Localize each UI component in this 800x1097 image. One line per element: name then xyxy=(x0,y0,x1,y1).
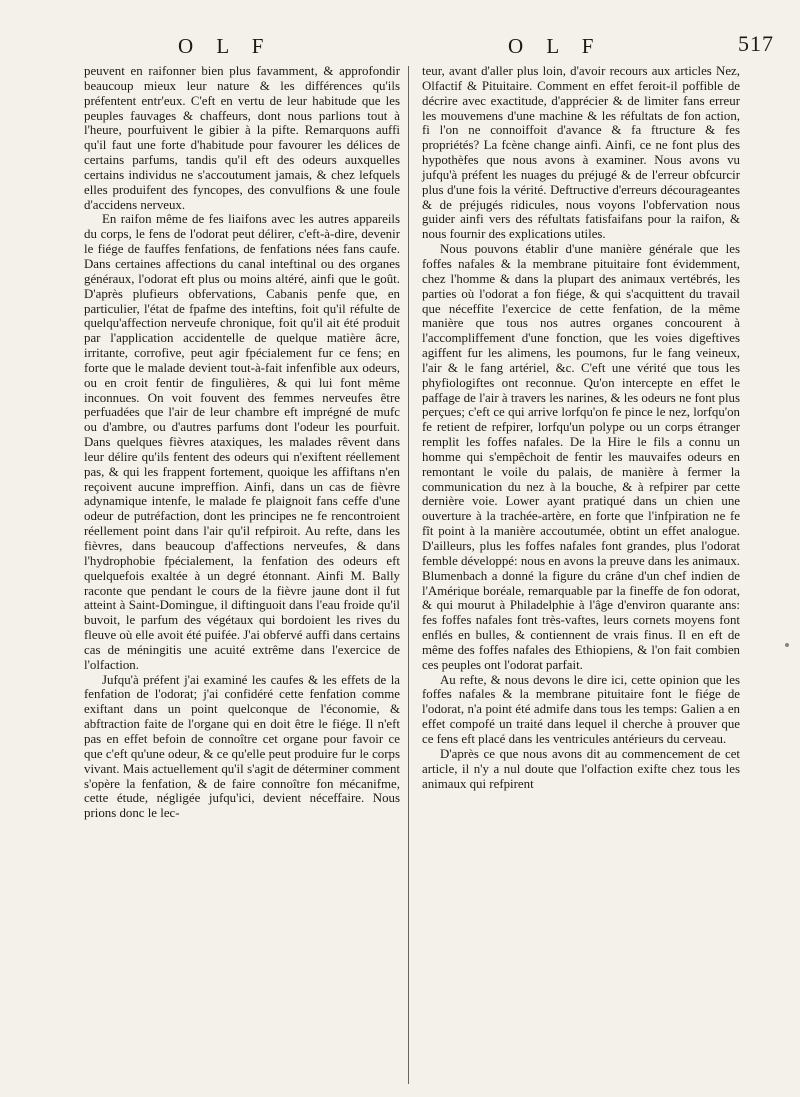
margin-mark xyxy=(785,643,789,647)
column-divider xyxy=(408,66,409,1084)
page-number: 517 xyxy=(738,31,774,56)
paragraph: peuvent en raifonner bien plus favamment, & approfondir beaucoup mieux leur nature & les différences qu'ils préfentent entr'eux. C'eft en vertu de leur habitude que les peuples fauvages & chaffeurs, dont nous parlions tout à l'heure, pourfuivent le gibier à la pifte. Remarquons auffi qu'il faut une forte d'habitude pour favourer les délices de certains parfums, tandis qu'il eft des odeurs auxquelles certains individus ne s'accoutument jamais, & chez lefquels elles produifent des fyncopes, des convulfions & une foule d'accidens nerveux. xyxy=(84,64,400,212)
paragraph: teur, avant d'aller plus loin, d'avoir recours aux articles Nez, Olfactif & Pituitaire. Comment en effet feroit-il poffible de décrire avec exactitude, d'apprécier & de limiter fans erreur les mouvemens d'une machine & les réfultats de fon action, fi l'on ne connoiffoit d'avance & fa ftructure & fes propriétés? La fcène change ainfi. Ainfi, ce ne font plus des hypothèfes que nous avons à examiner. Nous avons vu jufqu'à préfent les nuages du préjugé & de l'erreur obfcurcir plus d'une fois la vérité. Deftructive d'erreurs décourageantes & de préjugés ridicules, nous voyons l'obfervation nous guider ainfi vers des réfultats fatisfaifans pour la raifon, & nous fournir des explications utiles. xyxy=(422,64,740,242)
paragraph: En raifon même de fes liaifons avec les autres appareils du corps, le fens de l'odorat peut délirer, c'eft-à-dire, devenir le fiége de fauffes fenfations, de fenfations nées fans caufe. Dans certaines affections du canal inteftinal ou des organes généraux, l'odorat eft plus ou moins altéré, ainfi que le goût. D'après plufieurs obfervations, Cabanis penfe que, en particulier, l'état de fpafme des inteftins, foit qu'il réfulte de quelqu'affection nerveufe chronique, foit qu'il ait été produit par l'application accidentelle de quelque matière âcre, irritante, corrofive, peut agir fpécialement fur ce fens; en forte que le malade devient tout-à-fait infenfible aux odeurs, ou en croit fentir de fingulières, & qui lui font même inconnues. On voit fouvent des femmes nerveufes être perfuadées que l'air de leur chambre eft imprégné de mufc ou d'ambre, ou d'autres parfums dont l'odeur les pourfuit. Dans quelques fièvres ataxiques, les malades rêvent dans leur délire qu'ils fentent des odeurs qui n'exiftent réellement pas, & qui les frappent fortement, quoique les affiftans n'en reçoivent aucune impreffion. Ainfi, dans un cas de fièvre adynamique intenfe, le malade fe plaignoit fans ceffe d'une odeur de putréfaction, dont les principes ne fe rencontroient réellement point dans l'air qu'il refpiroit. Au refte, dans les fièvres, dans beaucoup d'affections nerveufes, & dans l'hydrophobie fpécialement, la fenfation des odeurs eft quelquefois exaltée à un degré étonnant. Ainfi M. Bally raconte que pendant le cours de la fièvre jaune dont il fut atteint à Saint-Domingue, il diftinguoit dans l'eau froide qu'il buvoit, le parfum des végétaux qui bordoient les rives du fleuve où elle avoit été puifée. J'ai obfervé auffi dans certains cas de méningitis une acuité extrême dans l'exercice de l'olfaction. xyxy=(84,212,400,672)
paragraph: Au refte, & nous devons le dire ici, cette opinion que les foffes nafales & la membrane pituitaire font le fiége de l'odorat, n'a point été admife dans tous les temps: Galien a en effet compofé un traité dans lequel il cherche à prouver que ce fens eft placé dans les ventricules antérieurs du cerveau. xyxy=(422,672,740,746)
paragraph: Nous pouvons établir d'une manière générale que les foffes nafales & la membrane pituitaire font évidemment, chez l'homme & dans la plupart des animaux vertébrés, les parties où l'odorat a fon fiége, & qui s'acquittent du travail que néceffite l'exercice de cette fenfation, de la même manière que tous nos autres organes concourent à l'accompliffement d'une fonction, que les voies digeftives agiffent fur les alimens, les poumons, fur le fang veineux, l'air & le fang artériel, &c. C'eft une vérité que tous les phyfiologiftes ont reconnue. Qu'on intercepte en effet le paffage de l'air à travers les narines, & les odeurs ne font plus perçues; c'eft ce qui arrive lorfqu'on fe pince le nez, lorfqu'on fe retient de refpirer, lorfqu'un polype ou un corps étranger remplit les foffes nafales. De la Hire le fils a connu un homme qui s'empêchoit de fentir les mauvaifes odeurs en remontant le voile du palais, de manière à fermer la communication du nez à la bouche, & à refpirer par cette dernière voie. Lower ayant pratiqué dans un chien une ouverture à la trachée-artère, en forte que l'infpiration ne fe fît point à la manière accoutumée, obtint un effet analogue. D'ailleurs, plus les foffes nafales font grandes, plus l'odorat femble développé: nous en avons la preuve dans les animaux. Blumenbach a donné la figure du crâne d'un chef indien de l'Amérique boréale, remarquable par la fineffe de fon odorat, & qui mourut à Philadelphie à l'âge d'environ quarante ans: fes foffes nafales font très-vaftes, leurs cornets moyens font enflés en bulles, & contiennent de vrais finus. Il en eft de même des foffes nafales des Ethiopiens, & l'on fait combien ces peuples ont l'odorat parfait. xyxy=(422,242,740,672)
running-head-left: O L F xyxy=(178,34,273,58)
paragraph: Jufqu'à préfent j'ai examiné les caufes & les effets de la fenfation de l'odorat; j'ai confidéré cette fenfation comme exiftant dans un point quelconque de l'économie, & abftraction faite de l'organe qui en doit être le fiége. Il n'eft pas en effet befoin de connoître cet organe pour favoir ce que c'eft qu'une odeur, & ce qu'elle peut produire fur le corps vivant. Mais actuellement qu'il s'agit de déterminer comment s'opère la fenfation, & de faire connoître fon mécanifme, cette étude, négligée jufqu'ici, devient néceffaire. Nous prions donc le lec- xyxy=(84,672,400,821)
left-column xyxy=(84,64,400,821)
running-head-right: O L F xyxy=(508,34,603,58)
right-column xyxy=(422,64,740,791)
paragraph: D'après ce que nous avons dit au commencement de cet article, il n'y a nul doute que l'olfaction exifte chez tous les animaux qui refpirent xyxy=(422,746,740,791)
